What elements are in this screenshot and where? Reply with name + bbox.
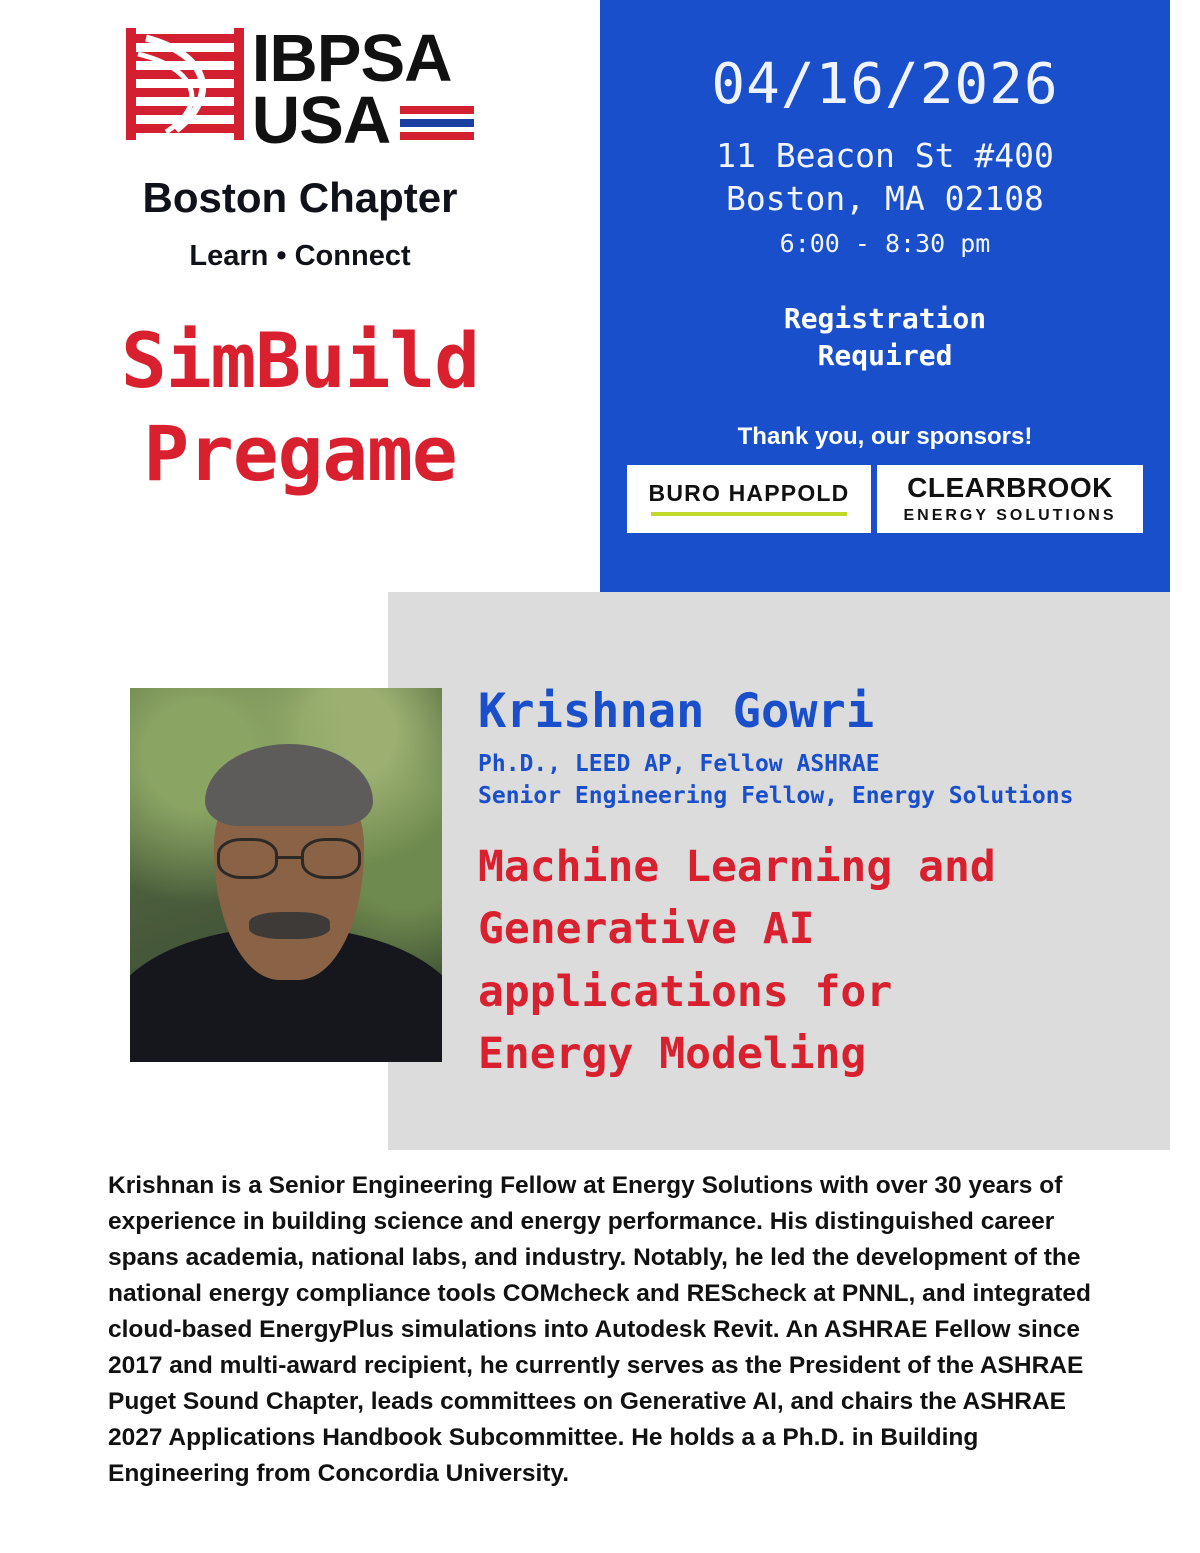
sponsor-clearbrook-name: CLEARBROOK <box>907 472 1113 504</box>
sponsor-logo-buro-happold <box>627 465 871 533</box>
event-details-panel <box>600 0 1170 592</box>
talk-title <box>478 836 1158 1085</box>
ibpsa-logo-mark-icon <box>126 28 244 140</box>
headshot-glasses-icon <box>217 838 361 879</box>
logo-text-ibpsa: IBPSA <box>251 21 452 96</box>
talk-title-line1: Machine Learning and <box>478 842 996 893</box>
speaker-headshot-photo <box>130 688 442 1062</box>
chapter-name: Boston Chapter <box>142 174 458 221</box>
event-address-line1: 11 Beacon St #400 <box>716 135 1054 175</box>
sponsor-clearbrook-subtitle: ENERGY SOLUTIONS <box>903 507 1117 525</box>
speaker-info <box>478 686 1158 1085</box>
event-title <box>0 315 600 500</box>
talk-title-line3: applications for <box>478 966 893 1017</box>
branding-block <box>0 21 600 500</box>
sponsor-logo-clearbrook <box>877 465 1143 533</box>
speaker-name: Krishnan Gowri <box>478 684 875 739</box>
event-date: 04/16/2026 <box>711 52 1059 117</box>
registration-notice <box>600 300 1170 376</box>
speaker-credentials-line: Ph.D., LEED AP, Fellow ASHRAE <box>478 750 880 777</box>
sponsor-logos <box>600 465 1170 533</box>
logo-swoosh-icon <box>136 34 232 134</box>
headshot-mustache <box>249 912 330 938</box>
speaker-credentials <box>478 748 1158 812</box>
event-address-line2: Boston, MA 02108 <box>726 178 1044 218</box>
sponsors-label: Thank you, our sponsors! <box>737 423 1033 451</box>
chapter-tagline: Learn • Connect <box>189 240 411 272</box>
registration-line1: Registration <box>783 301 987 335</box>
logo-text-usa: USA <box>251 82 391 158</box>
flag-bars-icon <box>400 106 474 140</box>
registration-line2: Required <box>817 339 953 373</box>
ibpsa-logo-wordmark <box>251 21 474 158</box>
ibpsa-logo <box>0 21 600 158</box>
event-title-line2: Pregame <box>143 408 457 498</box>
sponsor-buro-name: BURO HAPPOLD <box>648 480 850 507</box>
speaker-role-line: Senior Engineering Fellow, Energy Solutions <box>478 782 1074 809</box>
event-title-line1: SimBuild <box>120 316 480 405</box>
sponsor-buro-accent-rule <box>651 512 847 516</box>
talk-title-line2: Generative AI <box>478 904 815 955</box>
event-time: 6:00 - 8:30 pm <box>779 228 991 258</box>
event-address <box>600 135 1170 221</box>
talk-title-line4: Energy Modeling <box>478 1029 867 1080</box>
speaker-bio: Krishnan is a Senior Engineering Fellow at Energy Solutions with over 30 years of experience in building science and energy performance. His distinguished career spans academia, national labs, and industry. Notably, he led the development of the national energy compliance tools COMcheck and REScheck at PNNL, and integrated cloud-based EnergyPlus simulations into Autodesk Revit. An ASHRAE Fellow since 2017 and multi-award recipient, he currently serves as the President of the ASHRAE Puget Sound Chapter, leads committees on Generative AI, and chairs the ASHRAE 2027 Applications Handbook Subcommittee. He holds a a Ph.D. in Building Engineering from Concordia University. <box>108 1172 1091 1487</box>
